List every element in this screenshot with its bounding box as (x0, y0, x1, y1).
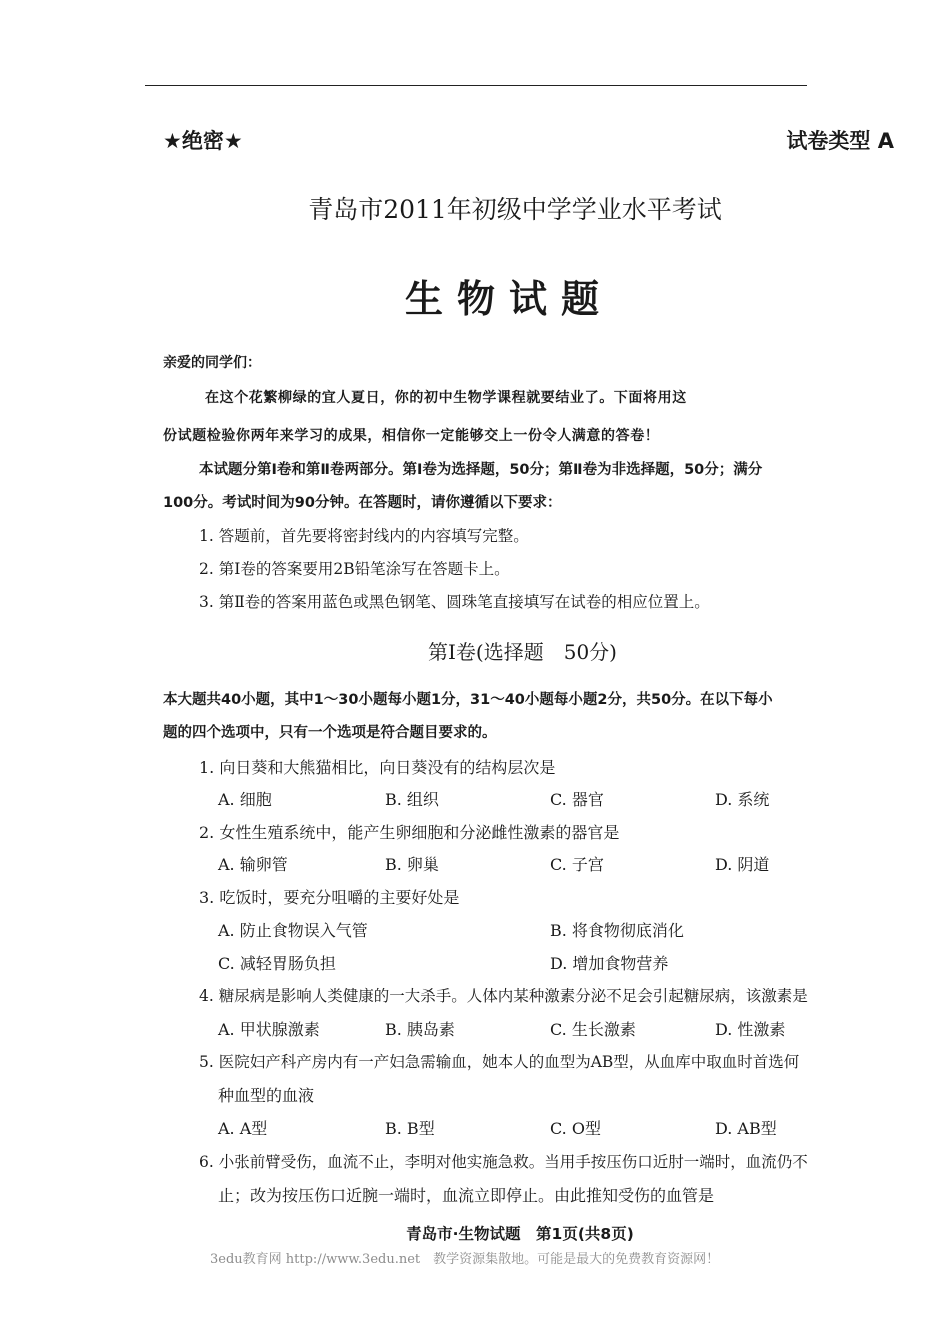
option-b: B. B型 (385, 1119, 435, 1138)
rule-3: 3. 第Ⅱ卷的答案用蓝色或黑色钢笔、圆珠笔直接填写在试卷的相应位置上。 (199, 593, 710, 611)
option-d: D. 增加食物营养 (550, 954, 669, 973)
rule-1: 1. 答题前，首先要将密封线内的内容填写完整。 (199, 527, 529, 545)
question-stem: 4. 糖尿病是影响人类健康的一大杀手。人体内某种激素分泌不足会引起糖尿病，该激素是 (199, 987, 808, 1005)
section-title: 第Ⅰ卷(选择题 50分) (428, 640, 617, 664)
intro-line-2: 份试题检验你两年来学习的成果，相信你一定能够交上一份令人满意的答卷！ (163, 428, 660, 444)
option-b: B. 将食物彻底消化 (550, 921, 684, 940)
option-a: A. 细胞 (218, 790, 272, 809)
option-b: B. 胰岛素 (385, 1020, 455, 1039)
option-d: D. AB型 (715, 1119, 777, 1138)
option-c: C. 生长激素 (550, 1020, 636, 1039)
section-instruction-2: 题的四个选项中，只有一个选项是符合题目要求的。 (163, 725, 497, 741)
option-a: A. A型 (218, 1119, 268, 1138)
greeting: 亲爱的同学们： (163, 355, 261, 371)
option-d: D. 性激素 (715, 1020, 786, 1039)
top-rule (145, 85, 807, 86)
note-line-1: 本试题分第Ⅰ卷和第Ⅱ卷两部分。第Ⅰ卷为选择题，50分；第Ⅱ卷为非选择题，50分；满分 (199, 462, 763, 478)
subject-title: 生物试题 (404, 277, 613, 321)
option-a: A. 防止食物误入气管 (218, 921, 368, 940)
page-footer: 青岛市·生物试题 第1页(共8页) (406, 1225, 634, 1243)
option-c: C. 器官 (550, 790, 604, 809)
question-stem: 6. 小张前臂受伤，血流不止，李明对他实施急救。当用手按压伤口近肘一端时，血流仍不 (199, 1153, 808, 1171)
note-line-2: 100分。考试时间为90分钟。在答题时，请你遵循以下要求： (163, 495, 562, 511)
question-stem: 5. 医院妇产科产房内有一产妇急需输血，她本人的血型为AB型，从血库中取血时首选何 (199, 1053, 800, 1071)
option-a: A. 甲状腺激素 (218, 1020, 320, 1039)
question-stem-continued: 止；改为按压伤口近腕一端时，血流立即停止。由此推知受伤的血管是 (218, 1186, 715, 1205)
question-stem: 3. 吃饭时，要充分咀嚼的主要好处是 (199, 888, 460, 907)
option-d: D. 系统 (715, 790, 770, 809)
question-stem: 2. 女性生殖系统中，能产生卵细胞和分泌雌性激素的器官是 (199, 823, 620, 842)
option-c: C. 减轻胃肠负担 (218, 954, 336, 973)
rule-2: 2. 第Ⅰ卷的答案要用2B铅笔涂写在答题卡上。 (199, 560, 510, 578)
option-b: B. 组织 (385, 790, 439, 809)
question-stem-continued: 种血型的血液 (218, 1086, 315, 1105)
option-d: D. 阴道 (715, 855, 770, 874)
section-instruction-1: 本大题共40小题，其中1～30小题每小题1分，31～40小题每小题2分，共50分。在以下每小 (163, 692, 773, 708)
secret-label: ★绝密★ (163, 129, 243, 153)
question-stem: 1. 向日葵和大熊猫相比，向日葵没有的结构层次是 (199, 758, 556, 777)
option-a: A. 输卵管 (218, 855, 288, 874)
option-b: B. 卵巢 (385, 855, 439, 874)
watermark-text: 3edu教育网 http://www.3edu.net 教学资源集散地。可能是最大的免费教育资源网！ (210, 1252, 720, 1267)
option-c: C. O型 (550, 1119, 601, 1138)
exam-title: 青岛市2011年初级中学学业水平考试 (308, 195, 722, 224)
intro-line-1: 在这个花繁柳绿的宜人夏日，你的初中生物学课程就要结业了。下面将用这 (205, 390, 687, 406)
paper-type-label: 试卷类型 A (786, 129, 894, 153)
option-c: C. 子宫 (550, 855, 604, 874)
